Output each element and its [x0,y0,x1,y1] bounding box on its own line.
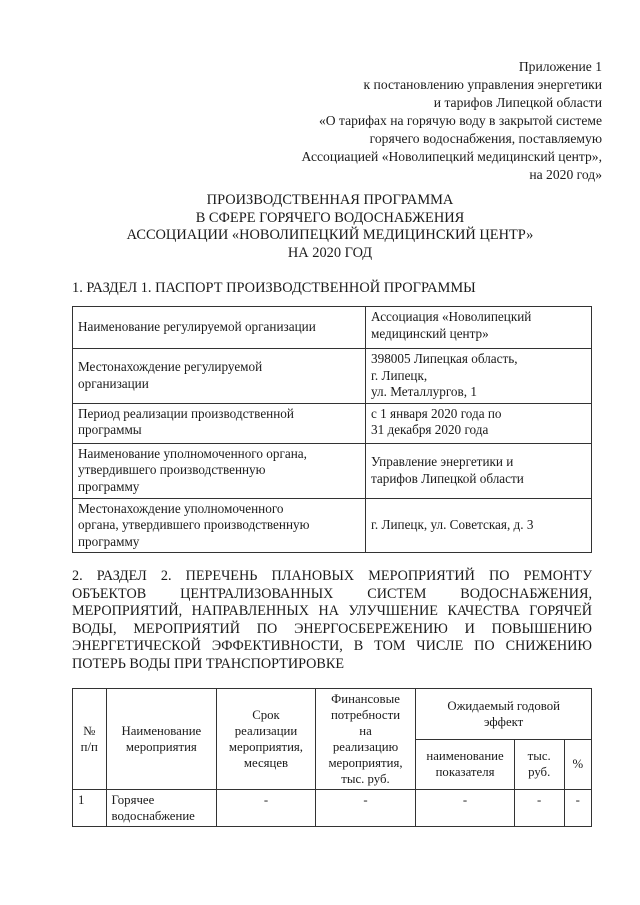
cell-num: 1 [73,790,107,827]
events-table [72,688,592,827]
table-row [73,307,592,349]
passport-value: с 1 января 2020 года по 31 декабря 2020 года [366,403,592,443]
passport-value: 398005 Липецкая область, г. Липецк, ул. Металлургов, 1 [366,349,592,404]
passport-value: Ассоциация «Новолипецкий медицинский центр» [366,307,592,349]
title-line: АССОЦИАЦИИ «НОВОЛИПЕЦКИЙ МЕДИЦИНСКИЙ ЦЕНТР» [126,227,534,243]
annex-header [182,58,602,184]
annex-line: и тарифов Липецкой области [433,95,602,110]
cell-finance: - [315,790,416,827]
title-line: НА 2020 ГОД [287,244,373,261]
annex-line: Ассоциацией «Новолипецкий медицинский центр», [301,149,602,164]
passport-label: Местонахождение уполномоченного органа, утвердившего производственную программу [73,498,366,553]
section2-heading: 2. РАЗДЕЛ 2. ПЕРЕЧЕНЬ ПЛАНОВЫХ МЕРОПРИЯТИЙ ПО РЕМОНТУ ОБЪЕКТОВ ЦЕНТРАЛИЗОВАННЫХ СИСТЕМ ВОДОСНАБЖЕНИЯ, МЕРОПРИЯТИЙ, НАПРАВЛЕННЫХ НА УЛУЧШЕНИЕ КАЧЕСТВА ГОРЯЧЕЙ ВОДЫ, МЕРОПРИЯТИЙ ПО ЭНЕРГОСБЕРЕЖЕНИЮ И ПОВЫШЕНИЮ ЭНЕРГЕТИЧЕСКОЙ ЭФФЕКТИВНОСТИ, В ТОМ ЧИСЛЕ ПО СНИЖЕНИЮ ПОТЕРЬ ВОДЫ ПРИ ТРАНСПОРТИРОВКЕ [72,568,592,672]
title-line: В СФЕРЕ ГОРЯЧЕГО ВОДОСНАБЖЕНИЯ [195,209,465,226]
table-row [73,498,592,553]
header-indicator: наименование показателя [416,739,515,790]
annex-line: Приложение 1 [518,59,602,74]
annex-line: на 2020 год» [529,167,602,182]
annex-line: горячего водоснабжения, поставляемую [369,131,602,146]
table-row [73,349,592,404]
passport-table [72,306,592,553]
passport-label: Наименование регулируемой организации [73,307,366,349]
passport-label: Местонахождение регулируемой организации [73,349,366,404]
table-header-row [73,689,592,740]
passport-label: Наименование уполномоченного органа, утвердившего производственную программу [73,443,366,498]
annex-line: «О тарифах на горячую воду в закрытой системе [318,113,602,128]
cell-term: - [217,790,316,827]
header-pct: % [564,739,591,790]
passport-value: г. Липецк, ул. Советская, д. 3 [366,498,592,553]
cell-indicator: - [416,790,515,827]
header-rub: тыс. руб. [514,739,564,790]
table-row [73,403,592,443]
header-num: № п/п [73,689,107,790]
document-title [60,192,600,262]
header-effect: Ожидаемый годовой эффект [416,689,592,740]
passport-value: Управление энергетики и тарифов Липецкой области [366,443,592,498]
annex-line: к постановлению управления энергетики [363,77,602,92]
cell-rub: - [514,790,564,827]
cell-pct: - [564,790,591,827]
table-row [73,790,592,827]
header-name: Наименование мероприятия [106,689,217,790]
header-finance: Финансовые потребности на реализацию мероприятия, тыс. руб. [315,689,416,790]
section1-heading: 1. РАЗДЕЛ 1. ПАСПОРТ ПРОИЗВОДСТВЕННОЙ ПРОГРАММЫ [72,280,476,296]
table-row [73,443,592,498]
title-line: ПРОИЗВОДСТВЕННАЯ ПРОГРАММА [206,192,454,208]
header-term: Срок реализации мероприятия, месяцев [217,689,316,790]
passport-label: Период реализации производственной программы [73,403,366,443]
cell-name: Горячее водоснабжение [106,790,217,827]
